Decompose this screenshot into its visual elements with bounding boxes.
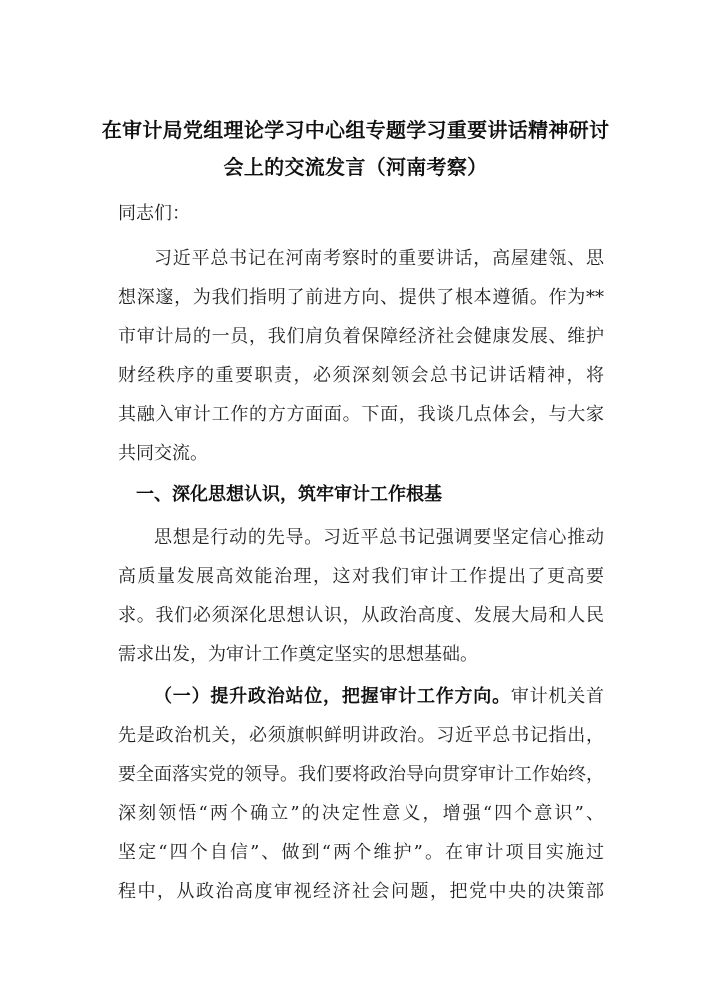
intro-line: 财经秩序的重要职责，必须深刻领会总书记讲话精神，将 bbox=[118, 365, 604, 386]
section-1-line: 求。我们必须深化思想认识，从政治高度、发展大局和人民 bbox=[118, 605, 604, 626]
subsection-1-first-line-text: 审计机关首 bbox=[510, 686, 605, 707]
intro-line: 其融入审计工作的方方面面。下面，我谈几点体会，与大家 bbox=[118, 404, 604, 425]
subsection-1-line: 要全面落实党的领导。我们要将政治导向贯穿审计工作始终， bbox=[118, 764, 604, 785]
intro-line: 市审计局的一员，我们肩负着保障经济社会健康发展、维护 bbox=[118, 326, 604, 347]
subsection-1-first-line bbox=[154, 685, 604, 709]
section-1-line: 高质量发展高效能治理，这对我们审计工作提出了更高要 bbox=[118, 566, 604, 587]
section-1-line: 思想是行动的先导。习近平总书记强调要坚定信心推动 bbox=[154, 527, 604, 548]
intro-line: 想深邃，为我们指明了前进方向、提供了根本遵循。作为** bbox=[118, 287, 604, 308]
subsection-1-line: 深刻领悟“两个确立”的决定性意义，增强“四个意识”、 bbox=[118, 803, 604, 824]
document-title-line-2: 会上的交流发言（河南考察） bbox=[223, 155, 488, 179]
section-1-heading: 一、深化思想认识，筑牢审计工作根基 bbox=[136, 484, 442, 505]
subsection-1-line: 先是政治机关，必须旗帜鲜明讲政治。习近平总书记指出， bbox=[118, 725, 604, 746]
section-1-line: 需求出发，为审计工作奠定坚实的思想基础。 bbox=[118, 644, 478, 665]
intro-line: 共同交流。 bbox=[118, 443, 208, 464]
salutation: 同志们： bbox=[118, 203, 190, 224]
subsection-1-heading: （一）提升政治站位，把握审计工作方向。 bbox=[154, 686, 511, 707]
subsection-1-line: 坚定“四个自信”、做到“两个维护”。在审计项目实施过 bbox=[118, 842, 604, 863]
subsection-1-line: 程中，从政治高度审视经济社会问题，把党中央的决策部 bbox=[118, 881, 604, 902]
document-title-line-1: 在审计局党组理论学习中心组专题学习重要讲话精神研讨 bbox=[101, 118, 610, 142]
intro-line: 习近平总书记在河南考察时的重要讲话，高屋建瓴、思 bbox=[154, 248, 604, 269]
